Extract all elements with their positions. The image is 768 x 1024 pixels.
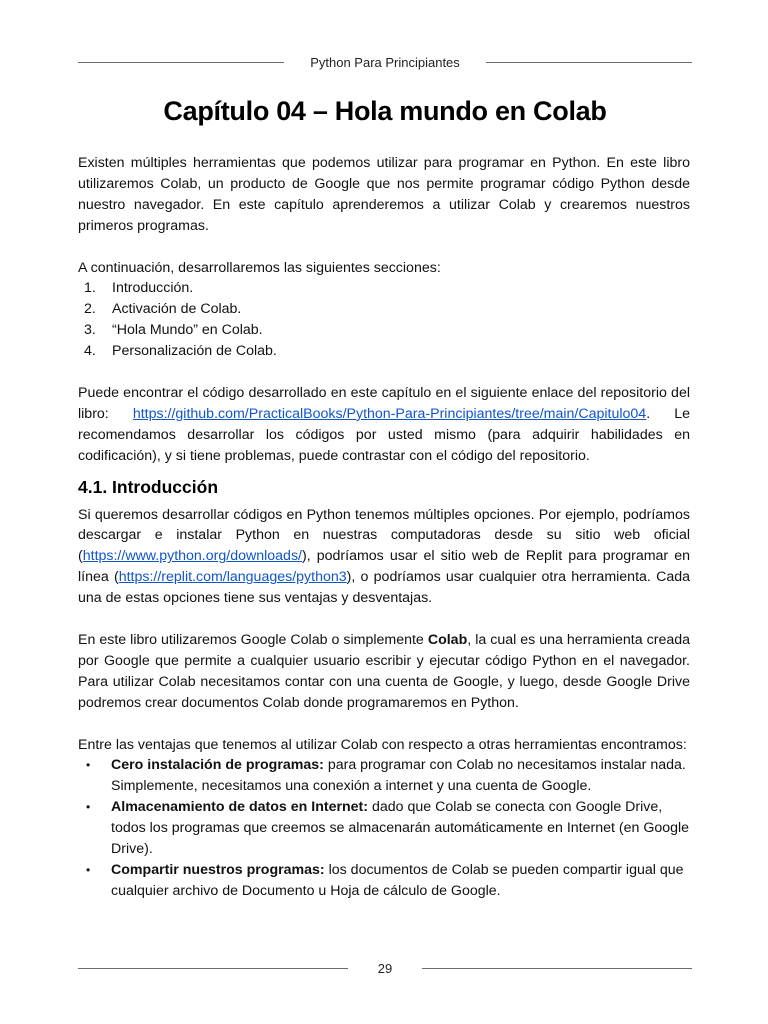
list-item <box>78 755 690 797</box>
advantages-list <box>78 755 690 901</box>
sections-list <box>78 278 690 362</box>
chapter-title: Capítulo 04 – Hola mundo en Colab <box>163 96 607 126</box>
bullet-icon: • <box>86 862 91 877</box>
options-text-3: ), o podríamos usar cualquier otra herramienta. Cada una de estas opciones tiene sus ventajas y desventajas. <box>78 569 690 607</box>
advantage-text: dado que Colab se conecta con Google Drive, todos los programas que creemos se almacenarán automáticamente en Internet (en Google Drive). <box>111 799 690 858</box>
list-item <box>78 341 690 362</box>
sections-intro: A continuación, desarrollaremos las siguientes secciones: <box>78 259 441 276</box>
page-header <box>78 52 692 72</box>
page-footer <box>78 958 692 978</box>
footer-rule-left <box>78 968 348 969</box>
page-number: 29 <box>377 960 393 976</box>
list-item <box>78 320 690 341</box>
page-content <box>78 153 690 902</box>
python-downloads-link[interactable]: https://www.python.org/downloads/ <box>82 548 302 565</box>
repo-text-after: . Le recomendamos desarrollar los códigos por usted mismo (para adquirir habilidades en codificación), y si tiene problemas, puede contrastar con el código del repositorio. <box>78 405 690 464</box>
list-item <box>78 278 690 299</box>
colab-text-before: En este libro utilizaremos Google Colab o simplemente <box>78 631 428 648</box>
options-paragraph <box>78 505 690 610</box>
list-item <box>78 860 690 902</box>
footer-rule-right <box>422 968 692 969</box>
colab-text-after: , la cual es una herramienta creada por Google que permite a cualquier usuario escribir y ejecutar código Python en el navegador. Para utilizar Colab necesitamos contar con una cuenta de Google, y luego, desde Google Drive podremos crear documentos Colab donde programaremos en Python. <box>78 631 691 711</box>
list-number: 2. <box>84 301 96 318</box>
list-number: 3. <box>84 322 96 339</box>
advantage-text: los documentos de Colab se pueden compartir igual que cualquier archivo de Documento u Hoja de cálculo de Google. <box>111 861 684 899</box>
section-heading: 4.1. Introducción <box>78 476 219 497</box>
bullet-icon: • <box>86 758 91 773</box>
advantage-title: Almacenamiento de datos en Internet: <box>111 799 369 816</box>
list-item-label: Introducción. <box>112 280 194 297</box>
list-item <box>78 299 690 320</box>
colab-bold: Colab <box>427 631 468 648</box>
advantage-text: para programar con Colab no necesitamos instalar nada. Simplemente, necesitamos una conexión a internet y una cuenta de Google. <box>111 757 686 795</box>
list-number: 4. <box>84 343 96 360</box>
repo-text-before: Puede encontrar el código desarrollado en este capítulo en el siguiente enlace del repositorio del libro: <box>78 384 690 422</box>
book-title: Python Para Principiantes <box>310 54 460 70</box>
header-rule-right <box>486 62 692 63</box>
advantage-title: Compartir nuestros programas: <box>111 861 325 878</box>
repo-paragraph <box>78 383 690 467</box>
list-item-label: “Hola Mundo” en Colab. <box>112 322 263 339</box>
list-item-label: Personalización de Colab. <box>112 343 277 360</box>
colab-paragraph <box>78 630 690 714</box>
header-rule-left <box>78 62 284 63</box>
list-item <box>78 797 690 860</box>
replit-link[interactable]: https://replit.com/languages/python3 <box>118 569 347 586</box>
advantages-intro: Entre las ventajas que tenemos al utilizar Colab con respecto a otras herramientas encontramos: <box>78 736 687 753</box>
options-text-1: Si queremos desarrollar códigos en Python tenemos múltiples opciones. Por ejemplo, podríamos descargar e instalar Python en nuestras computadoras desde su sitio web oficial ( <box>78 506 690 565</box>
intro-paragraph: Existen múltiples herramientas que podemos utilizar para programar en Python. En este libro utilizaremos Colab, un producto de Google que nos permite programar código Python desde nuestro navegador. En este capítulo aprenderemos a utilizar Colab y crearemos nuestros primeros programas. <box>78 155 690 234</box>
advantage-title: Cero instalación de programas: <box>111 757 324 774</box>
bullet-icon: • <box>86 800 91 815</box>
repo-link[interactable]: https://github.com/PracticalBooks/Python-Para-Principiantes/tree/main/Capitulo04 <box>132 405 647 422</box>
options-text-2: ), podríamos usar el sitio web de Replit para programar en línea ( <box>78 548 690 586</box>
list-number: 1. <box>84 280 96 297</box>
list-item-label: Activación de Colab. <box>112 301 242 318</box>
